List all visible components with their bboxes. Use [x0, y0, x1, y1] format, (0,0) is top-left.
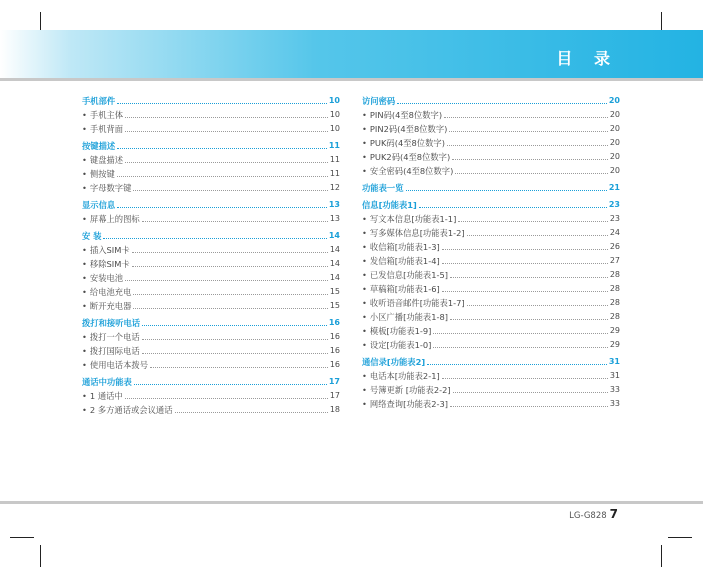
toc-item	[362, 120, 620, 134]
dot-leader	[442, 378, 608, 379]
toc-page-number: 16	[329, 360, 340, 369]
toc-page-number: 28	[609, 284, 620, 293]
toc-label: 电话本[功能表2-1]	[369, 371, 440, 381]
dot-leader	[467, 235, 608, 236]
toc-item	[362, 134, 620, 148]
toc-item	[362, 148, 620, 162]
dot-leader	[433, 333, 607, 334]
toc-item	[82, 241, 340, 255]
toc-page-number: 11	[329, 169, 340, 178]
bullet-icon: •	[82, 287, 87, 297]
toc-left-column	[82, 92, 340, 415]
toc-item	[82, 255, 340, 269]
dot-leader	[406, 190, 607, 191]
bullet-icon: •	[362, 138, 367, 148]
bullet-icon: •	[82, 346, 87, 356]
toc-page-number: 20	[609, 124, 620, 133]
toc-item	[362, 106, 620, 120]
toc-item	[82, 165, 340, 179]
toc-page-number: 20	[608, 96, 620, 105]
toc-page-number: 23	[609, 214, 620, 223]
dot-leader	[450, 277, 608, 278]
footer-divider	[0, 501, 703, 504]
dot-leader	[458, 221, 608, 222]
dot-leader	[142, 353, 328, 354]
bullet-icon: •	[82, 360, 87, 370]
crop-mark	[668, 537, 692, 538]
toc-page-number: 16	[329, 332, 340, 341]
bullet-icon: •	[362, 214, 367, 224]
dot-leader	[117, 103, 327, 104]
toc-item	[82, 179, 340, 193]
toc-page-number: 10	[329, 124, 340, 133]
toc-page-number: 15	[329, 301, 340, 310]
bullet-icon: •	[362, 385, 367, 395]
toc-item	[362, 162, 620, 176]
bullet-icon: •	[82, 259, 87, 269]
dot-leader	[427, 364, 607, 365]
bullet-icon: •	[362, 298, 367, 308]
bullet-icon: •	[82, 169, 87, 179]
toc-label: 安全密码(4至8位数字)	[369, 166, 454, 176]
toc-label: 发信箱[功能表1-4]	[369, 256, 440, 266]
crop-mark	[10, 537, 34, 538]
toc-item	[82, 356, 340, 370]
dot-leader	[132, 266, 328, 267]
toc-page-number: 17	[328, 377, 340, 386]
toc-label: 侧按键	[89, 169, 115, 179]
toc-page-number: 17	[329, 391, 340, 400]
toc-item	[362, 336, 620, 350]
dot-leader	[447, 145, 608, 146]
dot-leader	[419, 207, 607, 208]
dot-leader	[125, 398, 328, 399]
crop-mark	[40, 12, 41, 32]
toc-page-number: 16	[329, 346, 340, 355]
bullet-icon: •	[362, 242, 367, 252]
bullet-icon: •	[362, 270, 367, 280]
dot-leader	[133, 308, 327, 309]
dot-leader	[449, 131, 607, 132]
toc-item	[362, 381, 620, 395]
toc-page-number: 14	[329, 245, 340, 254]
toc-label: 设定[功能表1-0]	[369, 340, 432, 350]
toc-item	[362, 252, 620, 266]
toc-item	[82, 283, 340, 297]
toc-label: 收信箱[功能表1-3]	[369, 242, 440, 252]
toc-page-number: 12	[329, 183, 340, 192]
toc-page-number: 20	[609, 138, 620, 147]
toc-page-number: 15	[329, 287, 340, 296]
dot-leader	[453, 392, 608, 393]
bullet-icon: •	[362, 326, 367, 336]
bullet-icon: •	[82, 245, 87, 255]
toc-item	[82, 387, 340, 401]
toc-label: PIN2码(4至8位数字)	[369, 124, 448, 134]
toc-section	[362, 353, 620, 367]
toc-page-number: 14	[329, 259, 340, 268]
dot-leader	[125, 280, 328, 281]
toc-item	[82, 328, 340, 342]
dot-leader	[103, 238, 326, 239]
bullet-icon: •	[82, 183, 87, 193]
dot-leader	[450, 319, 608, 320]
dot-leader	[117, 148, 327, 149]
toc-item	[82, 151, 340, 165]
dot-leader	[142, 221, 328, 222]
toc-label: 草稿箱[功能表1-6]	[369, 284, 440, 294]
toc-page-number: 11	[328, 141, 340, 150]
dot-leader	[132, 252, 328, 253]
toc-page-number: 29	[609, 326, 620, 335]
toc-item	[362, 294, 620, 308]
toc-item	[82, 297, 340, 311]
toc-label: 屏幕上的图标	[89, 214, 140, 224]
bullet-icon: •	[362, 124, 367, 134]
toc-page-number: 10	[329, 110, 340, 119]
footer-model: LG-G828	[569, 511, 607, 521]
toc-label: 号簿更新 [功能表2-2]	[369, 385, 451, 395]
toc-label: 2 多方通话或会议通话	[89, 405, 173, 415]
toc-label: 访问密码	[362, 96, 396, 106]
dot-leader	[455, 173, 607, 174]
dot-leader	[125, 131, 328, 132]
toc-page-number: 14	[328, 231, 340, 240]
toc-page-number: 26	[609, 242, 620, 251]
toc-item	[82, 269, 340, 283]
crop-mark	[40, 545, 41, 567]
toc-section	[362, 179, 620, 193]
toc-item	[82, 401, 340, 415]
toc-label: 功能表一览	[362, 183, 404, 193]
toc-page-number: 10	[328, 96, 340, 105]
toc-page-number: 23	[608, 200, 620, 209]
bullet-icon: •	[362, 312, 367, 322]
toc-label: 安装电池	[89, 273, 124, 283]
bullet-icon: •	[362, 152, 367, 162]
toc-label: PIN码(4至8位数字)	[369, 110, 443, 120]
toc-item	[362, 266, 620, 280]
toc-page-number: 20	[609, 152, 620, 161]
toc-item	[82, 106, 340, 120]
dot-leader	[142, 325, 327, 326]
toc-label: 显示信息	[82, 200, 116, 210]
toc-label: 字母数字键	[89, 183, 132, 193]
toc-page-number: 14	[329, 273, 340, 282]
dot-leader	[442, 263, 608, 264]
dot-leader	[134, 384, 327, 385]
bullet-icon: •	[362, 228, 367, 238]
toc-item	[82, 120, 340, 134]
dot-leader	[133, 190, 327, 191]
toc-item	[362, 224, 620, 238]
toc-page-number: 24	[609, 228, 620, 237]
bullet-icon: •	[362, 340, 367, 350]
bullet-icon: •	[82, 155, 87, 165]
dot-leader	[442, 291, 608, 292]
toc-label: 信息[功能表1]	[362, 200, 417, 210]
toc-page-number: 33	[609, 385, 620, 394]
bullet-icon: •	[82, 332, 87, 342]
toc-page-number: 31	[609, 371, 620, 380]
toc-right-column	[362, 92, 620, 409]
toc-label: 手机背面	[89, 124, 124, 134]
page-title: 目 录	[556, 49, 618, 68]
page-footer	[569, 507, 618, 521]
toc-label: PUK2码(4至8位数字)	[369, 152, 451, 162]
dot-leader	[125, 162, 328, 163]
toc-page-number: 27	[609, 256, 620, 265]
toc-label: 网络查询[功能表2-3]	[369, 399, 449, 409]
toc-label: 给电池充电	[89, 287, 132, 297]
toc-section	[82, 92, 340, 106]
toc-label: 1 通话中	[89, 391, 123, 401]
toc-page-number: 31	[608, 357, 620, 366]
toc-section	[362, 196, 620, 210]
toc-section	[82, 137, 340, 151]
toc-label: 手机主体	[89, 110, 124, 120]
toc-page-number: 21	[608, 183, 620, 192]
toc-page-number: 28	[609, 298, 620, 307]
toc-item	[362, 395, 620, 409]
toc-page-number: 28	[609, 270, 620, 279]
toc-section	[82, 314, 340, 328]
toc-item	[82, 210, 340, 224]
bullet-icon: •	[82, 110, 87, 120]
toc-item	[362, 238, 620, 252]
toc-item	[362, 280, 620, 294]
toc-label: 拨打和接听电话	[82, 318, 141, 328]
dot-leader	[450, 406, 608, 407]
toc-label: 移除SIM卡	[89, 259, 130, 269]
toc-section	[362, 92, 620, 106]
toc-item	[362, 308, 620, 322]
bullet-icon: •	[362, 284, 367, 294]
toc-item	[362, 367, 620, 381]
toc-label: 断开充电器	[89, 301, 132, 311]
toc-page-number: 28	[609, 312, 620, 321]
dot-leader	[125, 117, 328, 118]
toc-item	[362, 210, 620, 224]
toc-label: 模板[功能表1-9]	[369, 326, 432, 336]
bullet-icon: •	[362, 110, 367, 120]
dot-leader	[433, 347, 607, 348]
bullet-icon: •	[82, 124, 87, 134]
toc-label: PUK码(4至8位数字)	[369, 138, 445, 148]
toc-label: 键盘描述	[89, 155, 124, 165]
dot-leader	[397, 103, 607, 104]
page-number: 7	[609, 507, 618, 521]
toc-page-number: 20	[609, 166, 620, 175]
toc-item	[362, 322, 620, 336]
toc-page-number: 11	[329, 155, 340, 164]
dot-leader	[442, 249, 608, 250]
toc-label: 使用电话本拨号	[89, 360, 148, 370]
bullet-icon: •	[82, 214, 87, 224]
toc-section	[82, 227, 340, 241]
dot-leader	[467, 305, 608, 306]
toc-label: 写文本信息[功能表1-1]	[369, 214, 457, 224]
dot-leader	[444, 117, 608, 118]
toc-label: 通信录[功能表2]	[362, 357, 426, 367]
toc-label: 小区广播[功能表1-8]	[369, 312, 449, 322]
toc-label: 插入SIM卡	[89, 245, 130, 255]
toc-label: 已发信息[功能表1-5]	[369, 270, 449, 280]
crop-mark	[661, 12, 662, 32]
bullet-icon: •	[82, 405, 87, 415]
bullet-icon: •	[362, 256, 367, 266]
bullet-icon: •	[362, 399, 367, 409]
toc-label: 拨打国际电话	[89, 346, 140, 356]
bullet-icon: •	[362, 371, 367, 381]
toc-page-number: 16	[328, 318, 340, 327]
dot-leader	[117, 176, 328, 177]
dot-leader	[150, 367, 328, 368]
toc-page-number: 18	[329, 405, 340, 414]
bullet-icon: •	[82, 273, 87, 283]
bullet-icon: •	[82, 391, 87, 401]
dot-leader	[133, 294, 327, 295]
toc-section	[82, 373, 340, 387]
toc-page-number: 13	[328, 200, 340, 209]
toc-section	[82, 196, 340, 210]
dot-leader	[117, 207, 327, 208]
toc-label: 拨打一个电话	[89, 332, 140, 342]
toc-label: 手机部件	[82, 96, 116, 106]
toc-page-number: 20	[609, 110, 620, 119]
toc-page-number: 29	[609, 340, 620, 349]
dot-leader	[452, 159, 608, 160]
toc-label: 安 装	[82, 231, 102, 241]
toc-label: 写多媒体信息[功能表1-2]	[369, 228, 465, 238]
header-divider	[0, 78, 703, 81]
toc-page-number: 13	[329, 214, 340, 223]
bullet-icon: •	[82, 301, 87, 311]
toc-label: 通话中功能表	[82, 377, 132, 387]
crop-mark	[661, 545, 662, 567]
toc-item	[82, 342, 340, 356]
toc-page-number: 33	[609, 399, 620, 408]
dot-leader	[142, 339, 328, 340]
bullet-icon: •	[362, 166, 367, 176]
toc-label: 按键描述	[82, 141, 116, 151]
dot-leader	[175, 412, 328, 413]
toc-label: 收听语音邮件[功能表1-7]	[369, 298, 465, 308]
